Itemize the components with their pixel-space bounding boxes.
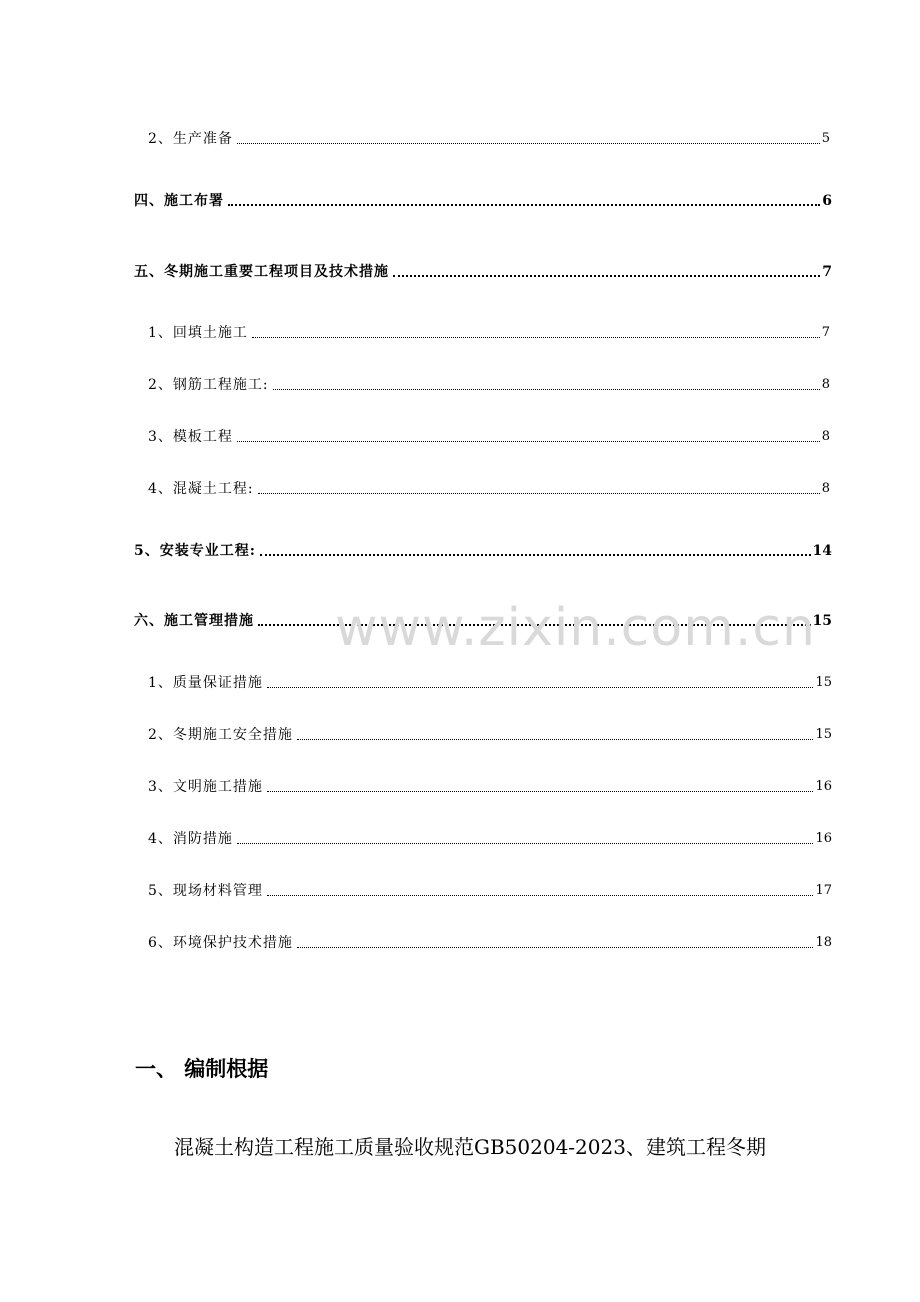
toc-entry-label: 六、施工管理措施: [134, 613, 254, 629]
toc-entry[interactable]: [0, 722, 920, 744]
toc-entry-page: 7: [821, 325, 830, 340]
toc-leader-dots: [252, 336, 820, 338]
toc-entry-page: 16: [815, 831, 832, 846]
toc-entry-label: 1、质量保证措施: [148, 675, 263, 691]
toc-entry[interactable]: [0, 538, 920, 560]
toc-entry-label: 五、冬期施工重要工程项目及技术措施: [134, 264, 389, 280]
toc-entry[interactable]: [0, 424, 920, 446]
toc-entry-label: 2、钢筋工程施工:: [148, 377, 269, 393]
toc-entry-page: 6: [822, 193, 832, 209]
toc-entry-page: 18: [815, 935, 832, 950]
toc-entry-label: 3、文明施工措施: [148, 779, 263, 795]
toc-leader-dots: [267, 790, 814, 792]
toc-entry[interactable]: [0, 826, 920, 848]
watermark: www.zixin.com.cn: [335, 598, 816, 658]
toc-entry-label: 3、模板工程: [148, 429, 233, 445]
toc-entry-page: 8: [821, 377, 830, 392]
toc-entry-page: 15: [812, 613, 832, 629]
toc-entry[interactable]: [0, 320, 920, 342]
toc-entry[interactable]: [0, 476, 920, 498]
toc-leader-dots: [297, 738, 814, 740]
toc-leader-dots: [297, 946, 814, 948]
toc-entry-page: 7: [822, 264, 832, 280]
toc-leader-dots: [237, 142, 820, 144]
toc-entry-page: 5: [821, 131, 830, 146]
toc-entry-label: 5、安装专业工程:: [134, 543, 256, 559]
toc-entry[interactable]: [0, 188, 920, 210]
toc-entry[interactable]: [0, 126, 920, 148]
toc-entry-page: 15: [815, 675, 832, 690]
toc-entry-label: 5、现场材料管理: [148, 883, 263, 899]
toc-entry-label: 4、消防措施: [148, 831, 233, 847]
toc-leader-dots: [267, 686, 814, 688]
toc-entry[interactable]: [0, 259, 920, 281]
toc-leader-dots: [228, 203, 820, 206]
toc-entry-label: 2、生产准备: [148, 131, 233, 147]
toc-entry-label: 2、冬期施工安全措施: [148, 727, 293, 743]
toc-leader-dots: [237, 440, 820, 442]
toc-entry[interactable]: [0, 930, 920, 952]
toc-entry-page: 17: [815, 883, 832, 898]
toc-leader-dots: [237, 842, 814, 844]
toc-leader-dots: [258, 492, 820, 494]
toc-entry-page: 16: [815, 779, 832, 794]
body-paragraph: 混凝土构造工程施工质量验收规范GB50204-2023、建筑工程冬期: [174, 1135, 766, 1159]
toc-entry-label: 6、环境保护技术措施: [148, 935, 293, 951]
toc-leader-dots: [267, 894, 814, 896]
toc-leader-dots: [273, 388, 820, 390]
toc-entry[interactable]: [0, 670, 920, 692]
section-heading: 一、 编制根据: [135, 1057, 269, 1081]
toc-entry-label: 四、施工布署: [134, 193, 224, 209]
toc-entry-label: 1、回填土施工: [148, 325, 248, 341]
toc-entry-page: 8: [821, 481, 830, 496]
toc-leader-dots: [260, 553, 811, 556]
toc-entry[interactable]: [0, 774, 920, 796]
toc-entry-label: 4、混凝土工程:: [148, 481, 254, 497]
toc-entry-page: 15: [815, 727, 832, 742]
toc-entry-page: 8: [821, 429, 830, 444]
toc-entry-page: 14: [812, 543, 832, 559]
toc-entry[interactable]: [0, 372, 920, 394]
toc-leader-dots: [393, 274, 820, 277]
toc-entry[interactable]: [0, 878, 920, 900]
